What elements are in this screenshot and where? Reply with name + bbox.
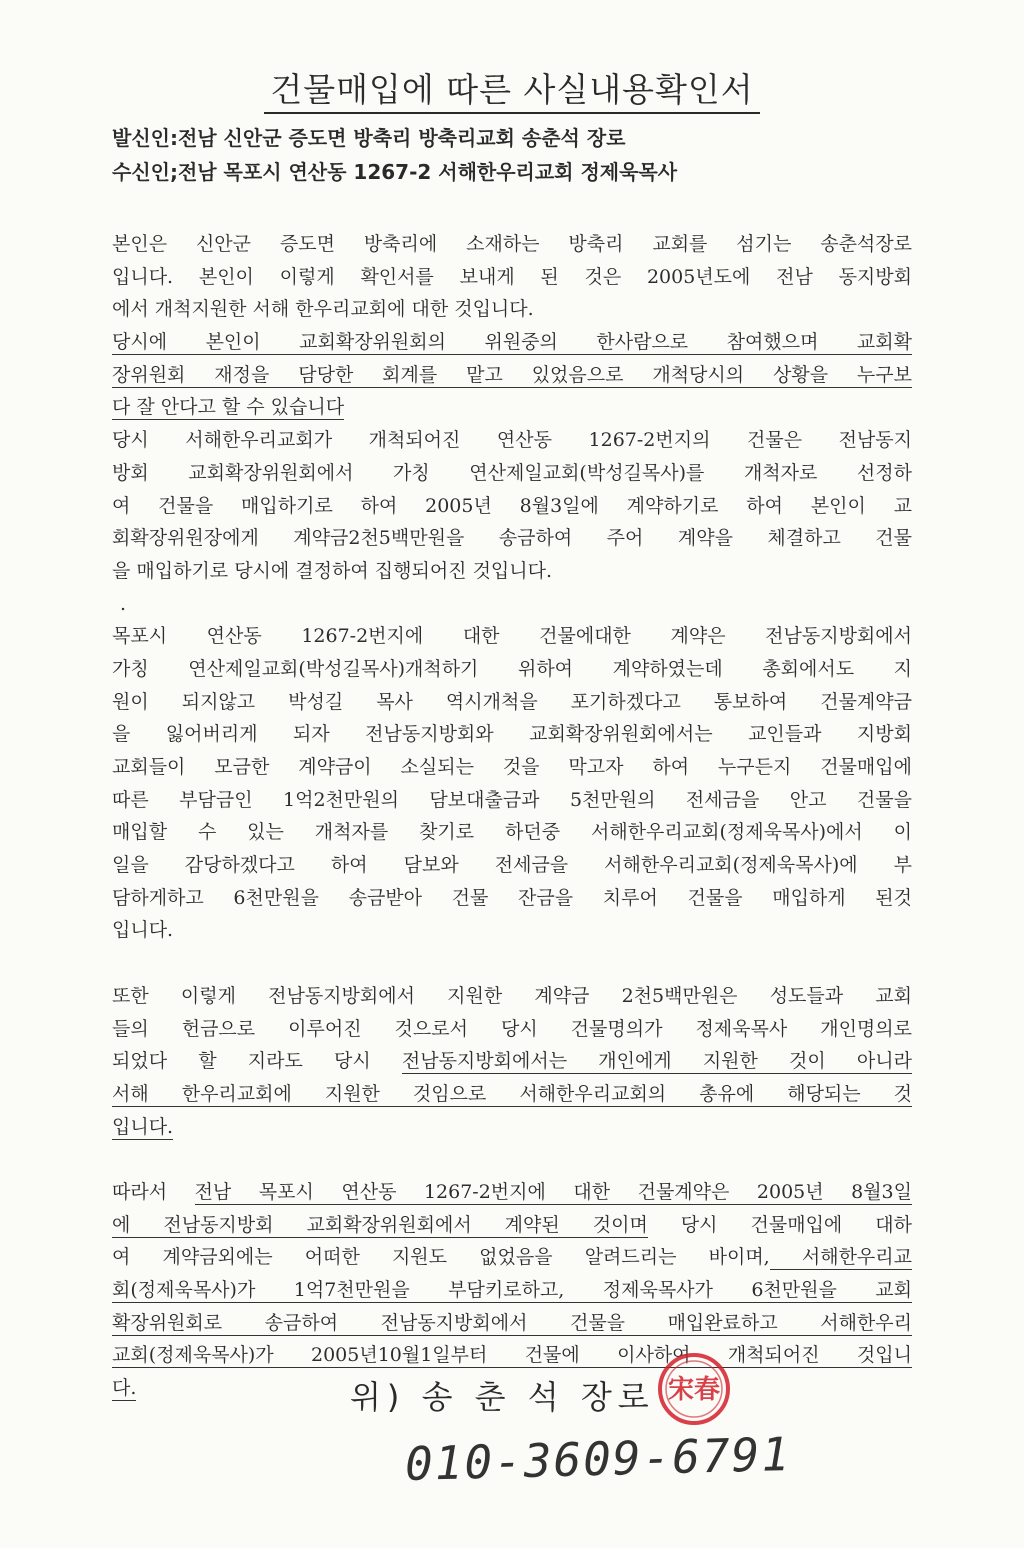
recipient-line: 수신인;전남 목포시 연산동 1267-2 서해한우리교회 정제욱목사 <box>112 160 678 184</box>
paragraph4-line: 목포시 연산동 1267-2번지에 대한 건물에대한 계약은 전남동지방회에서 <box>112 625 912 648</box>
paragraph3-line: 회확장위원장에게 계약금2천5백만원을 송금하여 주어 계약을 체결하고 건물 <box>112 527 912 550</box>
underlined-text: 확장위원회로 송금하여 전남동지방회에서 건물을 매입완료하고 서해한우리 <box>112 1311 912 1334</box>
document-title <box>0 70 1024 114</box>
paragraph5-line: 또한 이렇게 전남동지방회에서 지원한 계약금 2천5백만원은 성도들과 교회 <box>112 984 912 1007</box>
paragraph4-line: 담하게하고 6천만원을 송금받아 건물 잔금을 치루어 건물을 매입하게 된것 <box>112 886 912 909</box>
document-title-text: 건물매입에 따른 사실내용확인서 <box>264 70 759 114</box>
paragraph3-line: 방회 교회확장위원회에서 가칭 연산제일교회(박성길목사)를 개척자로 선정하 <box>112 461 912 484</box>
red-seal-stamp <box>655 1350 733 1428</box>
plain-text: 여 계약금외에는 어떠한 지원도 없었음을 알려드리는 바이며, <box>112 1246 770 1269</box>
paragraph4-line: 따른 부담금인 1억2천만원의 담보대출금과 5천만원의 전세금을 안고 건물을 <box>112 788 912 811</box>
underlined-text: 서해 한우리교회에 지원한 것임으로 서해한우리교회의 총유에 해당되는 것 <box>112 1082 912 1105</box>
stray-dot: . <box>120 592 127 615</box>
paragraph5-line <box>112 1078 912 1111</box>
plain-text: 따라서 <box>112 1180 195 1203</box>
underlined-text: 서해한우리교 <box>769 1246 912 1269</box>
paragraph5-line <box>112 1111 912 1144</box>
underlined-text: 입니다. <box>112 1115 174 1138</box>
document-body <box>112 228 912 1405</box>
blank-line <box>112 1143 912 1176</box>
paragraph4-line: 입니다. <box>112 919 174 942</box>
paragraph4-line: 원이 되지않고 박성길 목사 역시개척을 포기하겠다고 통보하여 건물계약금 <box>112 690 912 713</box>
underlined-text: 전남동지방회에서는 개인에게 지원한 것이 아니라 <box>401 1050 912 1073</box>
paragraph2-line <box>112 391 912 424</box>
paragraph6-line <box>112 1274 912 1307</box>
plain-text: 당시 건물매입에 대하 <box>647 1213 912 1236</box>
paragraph1-line: 본인은 신안군 증도면 방축리에 소재하는 방축리 교회를 섬기는 송춘석장로 <box>112 233 912 255</box>
paragraph5-line: 들의 헌금으로 이루어진 것으로서 당시 건물명의가 정제욱목사 개인명의로 <box>112 1017 912 1040</box>
paragraph4-line: 가칭 연산제일교회(박성길목사)개척하기 위하여 계약하였는데 총회에서도 지 <box>112 657 912 680</box>
paragraph3-line: 을 매입하기로 당시에 결정하여 집행되어진 것입니다. <box>112 559 553 582</box>
paragraph4-line: 매입할 수 있는 개척자를 찾기로 하던중 서해한우리교회(정제욱목사)에서 이 <box>112 821 912 844</box>
paragraph3-line: 여 건물을 매입하기로 하여 2005년 8월3일에 계약하기로 하여 본인이 교 <box>112 494 912 517</box>
handwritten-phone-number: 010-3609-6791 <box>404 1426 792 1492</box>
paragraph4-line: 을 잃어버리게 되자 전남동지방회와 교회확장위원회에서는 교인들과 지방회 <box>112 723 912 746</box>
seal-text: 宋春 <box>667 1375 721 1405</box>
paragraph3-line: 당시 서해한우리교회가 개척되어진 연산동 1267-2번지의 건물은 전남동지 <box>112 429 912 452</box>
paragraph1-line: 에서 개척지원한 서해 한우리교회에 대한 것입니다. <box>112 298 534 321</box>
paragraph4-line: 교회들이 모금한 계약금이 소실되는 것을 막고자 하여 누구든지 건물매입에 <box>112 756 912 778</box>
paragraph6-line <box>112 1307 912 1340</box>
underlined-text: 회(정제욱목사)가 1억7천만원을 부담키로하고, 정제욱목사가 6천만원을 교회 <box>112 1279 912 1301</box>
underlined-text: 다. <box>112 1377 137 1400</box>
paragraph5-line <box>112 1045 912 1078</box>
paragraph1-line: 입니다. 본인이 이렇게 확인서를 보내게 된 것은 2005년도에 전남 동지방회 <box>112 265 912 288</box>
underlined-text: 당시에 본인이 교회확장위원회의 위원중의 한사람으로 참여했으며 교회확 <box>112 331 912 354</box>
underlined-text: 교회(정제욱목사)가 2005년10월1일부터 건물에 이사하여 개척되어진 것입니 <box>112 1344 912 1367</box>
paragraph2-line <box>112 326 912 359</box>
paragraph6-line <box>112 1176 912 1209</box>
underlined-text: 다 잘 안다고 할 수 있습니다 <box>112 396 345 419</box>
underlined-text: 장위원회 재정을 담당한 회계를 맡고 있었음으로 개척당시의 상황을 누구보 <box>112 363 912 386</box>
blank-line <box>112 947 912 980</box>
signature: 위) 송 춘 석 장로 <box>350 1378 655 1416</box>
sender-line: 발신인:전남 신안군 증도면 방축리 방축리교회 송춘석 장로 <box>112 126 626 150</box>
paragraph2-line <box>112 359 912 392</box>
paragraph4-line: 일을 감당하겠다고 하여 담보와 전세금을 서해한우리교회(정제욱목사)에 부 <box>112 854 912 877</box>
paragraph6-line <box>112 1241 912 1274</box>
plain-text: 되었다 할 지라도 당시 <box>112 1050 402 1073</box>
underlined-text: 에 전남동지방회 교회확장위원회에서 계약된 것이며 <box>112 1213 648 1236</box>
paragraph6-line <box>112 1209 912 1242</box>
underlined-text: 전남 목포시 연산동 1267-2번지에 대한 건물계약은 2005년 8월3일 <box>194 1180 912 1203</box>
paragraph6-line <box>112 1339 912 1372</box>
